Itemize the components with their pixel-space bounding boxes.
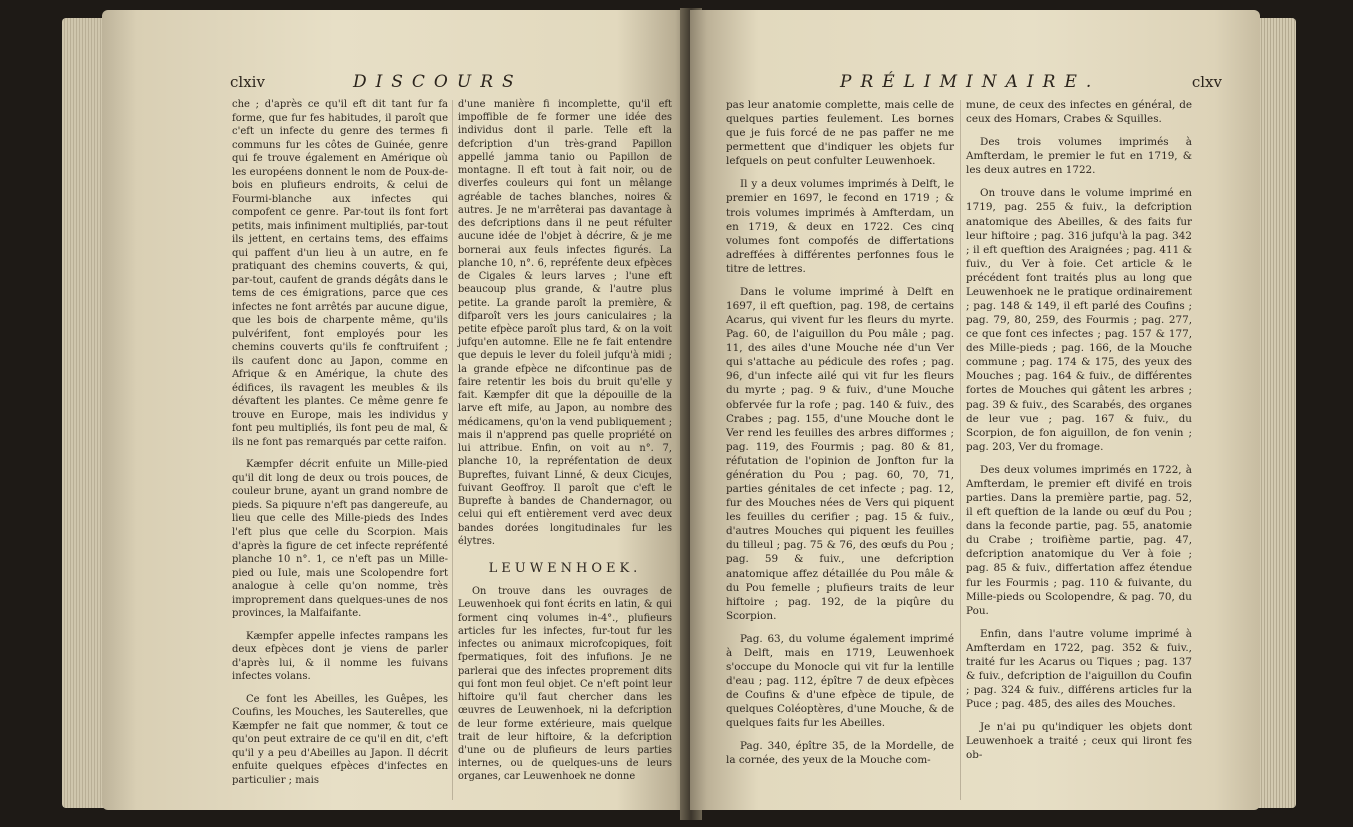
left-running-head: DISCOURS bbox=[352, 72, 523, 92]
column-divider bbox=[452, 100, 453, 800]
right-page bbox=[690, 10, 1260, 810]
paragraph: On trouve dans le volume imprimé en 1719, pag. 255 & fuiv., la defcription anatomique des Abeilles, & des faits fur leur hiftoire ; pag. 316 jufqu'à la pag. 342 ; il eft queftion des Araignées ; pag. 411 & fuiv., du Ver à foie. Cet article & le précédent font traités plus au long que Leuwenhoek ne le pratique ordinairement ; pag. 148 & 149, il eft parlé des Coufins ; pag. 79, 80, 259, des Fourmis ; pag. 277, ce que font ces infectes ; pag. 157 & 177, des Mille-pieds ; pag. 166, de la Mouche commune ; pag. 174 & 175, des yeux des Mouches ; pag. 164 & fuiv., de différentes fortes de Mouches qui gâtent les arbres ; pag. 39 & fuiv., des Scarabés, des organes de leur vue ; pag. 167 & fuiv., du Scorpion, de fon aiguillon, de fon venin ; pag. 203, Ver du fromage. bbox=[966, 187, 1192, 453]
right-page-number: clxv bbox=[1191, 73, 1222, 91]
paragraph: che ; d'après ce qu'il eft dit tant fur fa forme, que fur fes habitudes, il paroît que c'eft un infecte du genre des termes fi communs fur les côtes de Guinée, genre qui fe trouve également en Amérique où les européens donnent le nom de Poux-de-bois en plufieurs endroits, & celui de Fourmi-blanche aux infectes qui compofent ce genre. Par-tout ils font fort petits, mais infiniment multipliés, par-tout ils jettent, en certains tems, des effaims qui paffent d'un lieu à un autre, en fe pratiquant des chemins couverts, & qui, par-tout, caufent de grands dégâts dans le tems de ces émigrations, parce que ces infectes ne font arrêtés par aucune digue, que les bois de charpente même, qu'ils pulvérifent, font employés pour les chemins couverts qu'ils fe conftruifent ; ils caufent donc au Japon, comme en Afrique & en Amérique, la chute des édifices, ils ravagent les meubles & ils dévaftent les plantes. Ce même genre fe trouve en Europe, mais les individus y font peu multipliés, ils font peu de mal, & ils ne font pas remarqués par cette raifon. bbox=[232, 99, 448, 448]
paragraph: d'une manière fi incomplette, qu'il eft impoffible de fe former une idée des individus dont il parle. Telle eft la defcription d'un très-grand Papillon appellé jamma tanio ou Papillon de montagne. Il eft tout à fait noir, ou de diverfes couleurs qui font un mêlange agréable de taches blanches, noires & autres. Je ne m'arrêterai pas davantage à des defcriptions dans il ne peut réfulter aucune idée de l'objet à décrire, & je me bornerai aux feuls infectes figurés. La planche 10, n°. 6, repréfente deux efpèces de Cigales & leurs larves ; l'une eft beaucoup plus grande, & l'autre plus petite. La grande paroît la première, & difparoît vers les jours caniculaires ; la petite efpèce paroît plus tard, & on la voit jufqu'en automne. Elle ne fe fait entendre que depuis le lever du foleil jufqu'à midi ; la grande efpèce ne difcontinue pas de faire retentir les bois du bruit qu'elle y fait. Kæmpfer dit que la dépouille de la larve eft mife, au Japon, au nombre des médicamens, qu'on la vend publiquement ; mais il n'apprend pas quelle propriété on lui attribue. Enfin, on voit au n°. 7, planche 10, la repréfentation de deux Bupreftes, fuivant Linné, & deux Cicujes, fuivant Geoffroy. Il paroît que c'eft le Buprefte à bandes de Chandernagor, ou celui qui eft entièrement verd avec deux bandes dorées longitudinales fur les élytres. bbox=[458, 99, 672, 547]
paragraph: Il y a deux volumes imprimés à Delft, le premier en 1697, le fecond en 1719 ; & trois volumes imprimés à Amfterdam, un en 1719, & deux en 1722. Ces cinq volumes font compofés de differtations adreffées à différentes perfonnes fous le titre de lettres. bbox=[726, 178, 954, 275]
paragraph: Des deux volumes imprimés en 1722, à Amfterdam, le premier eft divifé en trois parties. Dans la première partie, pag. 52, il eft queftion de la lande ou œuf du Pou ; dans la feconde partie, pag. 55, anatomie du Crabe ; troifième partie, pag. 47, defcription anatomique du Ver à foie ; pag. 85 & fuiv., differtation affez étendue fur les Fourmis ; pag. 110 & fuivante, du Mille-pieds ou Scolopendre, & pag. 70, du Pou. bbox=[966, 463, 1192, 617]
column-divider bbox=[960, 100, 961, 800]
right-page-edges bbox=[1256, 18, 1296, 808]
paragraph: Ce font les Abeilles, les Guêpes, les Coufins, les Mouches, les Sauterelles, que Kæmpfer ne fait que nommer, & tout ce qu'on peut extraire de ce qu'il en dit, c'eft qu'il y a peu d'Abeilles au Japon. Il décrit enfuite quelques efpèces d'infectes en particulier ; mais bbox=[232, 693, 448, 786]
paragraph: On trouve dans les ouvrages de Leuwenhoek qui font écrits en latin, & qui forment cinq volumes in-4°., plufieurs articles fur les infectes, fur-tout fur les infectes ou animaux microfcopiques, foit fpermatiques, foit des infufions. Je ne parlerai que des infectes proprement dits qui font mon feul objet. Ce n'eft point leur hiftoire qu'il faut chercher dans les œuvres de Leuwenhoek, ni la defcription de leur forme extérieure, mais quelque trait de leur hiftoire, & la defcription d'une ou de plufieurs de leurs parties internes, ou de quelques-uns de leurs organes, car Leuwenhoek ne donne bbox=[458, 586, 672, 783]
right-running-head: PRÉLIMINAIRE. bbox=[840, 72, 1101, 92]
paragraph: Pag. 63, du volume également imprimé à Delft, mais en 1719, Leuwenhoek s'occupe du Monocle qui vit fur la lentille d'eau ; pag. 112, épître 7 de deux efpèces de Coufins & d'une efpèce de tipule, de quelques Coléoptères, d'une Mouche, & de quelques faits fur les Abeilles. bbox=[726, 632, 954, 730]
right-column-2 bbox=[966, 98, 1192, 771]
left-page-edges bbox=[62, 18, 106, 808]
paragraph: Pag. 340, épître 35, de la Mordelle, de la cornée, des yeux de la Mouche com- bbox=[726, 740, 954, 767]
paragraph: Enfin, dans l'autre volume imprimé à Amfterdam en 1722, pag. 352 & fuiv., traité fur les Acarus ou Tiques ; pag. 137 & fuiv., defcription de l'aiguillon du Coufin ; pag. 324 & fuiv., différens articles fur la Puce ; pag. 485, des ailes des Mouches. bbox=[966, 627, 1192, 711]
paragraph: mune, de ceux des infectes en général, de ceux des Homars, Crabes & Squilles. bbox=[966, 99, 1192, 126]
paragraph: Kæmpfer appelle infectes rampans les deux efpèces dont je viens de parler d'après lui, & il nomme les fuivans infectes volans. bbox=[232, 630, 448, 683]
paragraph: Dans le volume imprimé à Delft en 1697, il eft queftion, pag. 198, de certains Acarus, qui vivent fur les fleurs du myrte. Pag. 60, de l'aiguillon du Pou mâle ; pag. 11, des ailes d'une Mouche née d'un Ver qui s'attache au pédicule des rofes ; pag. 96, d'un infecte ailé qui vit fur les fleurs du myrte ; pag. 9 & fuiv., d'une Mouche obfervée fur la rofe ; pag. 140 & fuiv., des Crabes ; pag. 155, d'une Mouche dont le Ver rend les feuilles des arbres difformes ; pag. 119, des Fourmis ; pag. 80 & 81, réfutation de l'opinion de Jonfton fur la génération du Pou ; pag. 60, 70, 71, parties génitales de cet infecte ; pag. 12, fur des Mouches nées de Vers qui piquent les feuilles du cerifier ; pag. 15 & fuiv., d'autres Mouches qui piquent les feuilles du tilleul ; pag. 75 & 76, des œufs du Pou ; pag. 59 & fuiv., une defcription anatomique affez détaillée du Pou mâle & du Pou femelle ; plufieurs traits de leur hiftoire ; pag. 192, de la piqûre du Scorpion. bbox=[726, 285, 954, 622]
paragraph: pas leur anatomie complette, mais celle de quelques parties feulement. Les bornes que je fuis forcé de ne pas paffer ne me permettent que d'indiquer les objets fur lefquels on peut confulter Leuwenhoek. bbox=[726, 99, 954, 168]
paragraph: Kæmpfer décrit enfuite un Mille-pied qu'il dit long de deux ou trois pouces, de couleur brune, ayant un grand nombre de pieds. Sa piquure n'eft pas dangereufe, au lieu que celle des Mille-pieds des Indes l'eft plus que celle du Scorpion. Mais d'après la figure de cet infecte repréfenté planche 10 n°. 1, ce n'eft pas un Mille-pied ou Iule, mais une Scolopendre fort analogue à celle qu'on nomme, très improprement dans quelques-unes de nos provinces, la Malfaifante. bbox=[232, 459, 448, 620]
left-column-1 bbox=[232, 98, 448, 796]
right-page-header bbox=[840, 72, 1240, 94]
right-column-1 bbox=[726, 98, 954, 777]
left-page-number: clxiv bbox=[230, 73, 265, 91]
left-column-2 bbox=[458, 98, 672, 793]
section-heading: LEUWENHOEK. bbox=[488, 560, 642, 576]
left-page bbox=[102, 10, 687, 810]
left-page-header bbox=[230, 72, 650, 94]
paragraph: Des trois volumes imprimés à Amfterdam, le premier le fut en 1719, & les deux autres en 1722. bbox=[966, 136, 1192, 177]
paragraph: Je n'ai pu qu'indiquer les objets dont Leuwenhoek a traité ; ceux qui liront fes ob- bbox=[966, 721, 1192, 762]
